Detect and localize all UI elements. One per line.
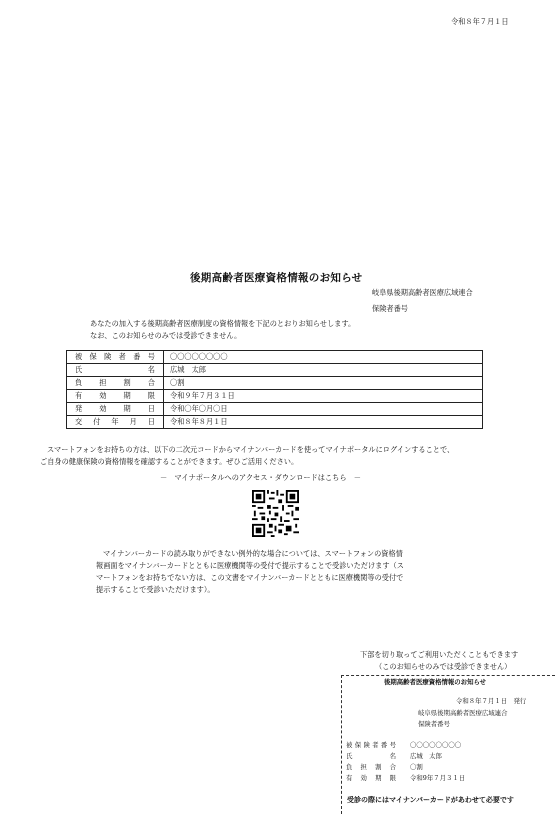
card-row-value: 〇〇〇〇〇〇〇〇 — [410, 741, 462, 749]
table-row — [67, 377, 483, 390]
exception-line-2: 報画面をマイナンバーカードとともに医療機関等の受付で提示することで受診いただけます（ス — [96, 561, 404, 570]
table-row — [67, 416, 483, 429]
insurer-number-label: 保険者番号 — [372, 304, 408, 313]
card-title: 後期高齢者医療資格情報のお知らせ — [384, 678, 487, 686]
card-issue-line: 令和８年７月１日 発行 — [456, 697, 527, 705]
issue-date: 令和８年７月１日 — [451, 17, 509, 26]
row-label: 氏名 — [67, 364, 164, 377]
row-value: 広城 太郎 — [164, 364, 483, 377]
card-row-value: 広城 太郎 — [410, 752, 442, 760]
card-row-label: 被保険者番号 — [346, 741, 396, 749]
card-row — [346, 764, 423, 770]
row-label: 負担割合 — [67, 377, 164, 390]
row-value: 令和〇年〇月〇日 — [164, 403, 483, 416]
cut-note-line-1: 下部を切り取ってご利用いただくこともできます — [360, 650, 519, 659]
card-footer: 受診の際にはマイナンバーカードがあわせて必要です — [347, 795, 514, 804]
table-row — [67, 351, 483, 364]
table-row — [67, 364, 483, 377]
portal-access-label: － マイナポータルへのアクセス・ダウンロードはこちら － — [160, 473, 361, 482]
smartphone-line-2: ご自身の健康保険の資格情報を確認することができます。ぜひご活用ください。 — [40, 457, 299, 466]
card-insurer-number-label: 保険者番号 — [418, 720, 450, 728]
intro-line-1: あなたの加入する後期高齢者医療制度の資格情報を下記のとおりお知らせします。 — [90, 319, 356, 328]
card-org: 岐阜県後期高齢者医療広域連合 — [418, 709, 508, 717]
row-label: 交付年月日 — [67, 416, 164, 429]
smartphone-line-1: スマートフォンをお持ちの方は、以下の二次元コードからマイナンバーカードを使ってマイナポータルにログインすることで、 — [47, 445, 455, 454]
card-row-label: 有効期限 — [346, 774, 396, 782]
exception-line-1: マイナンバーカードの読み取りができない例外的な場合については、スマートフォンの資格情 — [103, 549, 403, 558]
qr-code-icon[interactable] — [252, 490, 299, 537]
exception-line-4: 提示することで受診いただけます）。 — [96, 585, 215, 594]
row-value: 令和９年７月３１日 — [164, 390, 483, 403]
row-value: 令和８年８月１日 — [164, 416, 483, 429]
row-label: 有効期限 — [67, 390, 164, 403]
card-row-value: 令和9年７月３１日 — [410, 774, 466, 782]
issuer-org: 岐阜県後期高齢者医療広域連合 — [372, 288, 473, 297]
card-row-label: 負担割合 — [346, 763, 396, 771]
card-row — [346, 742, 461, 748]
row-label: 発効期日 — [67, 403, 164, 416]
card-row — [346, 753, 442, 759]
page-title: 後期高齢者医療資格情報のお知らせ — [190, 272, 363, 284]
row-value: 〇割 — [164, 377, 483, 390]
intro-line-2: なお、このお知らせのみでは受診できません。 — [90, 331, 242, 340]
table-row — [67, 403, 483, 416]
row-label: 被保険者番号 — [67, 351, 164, 364]
cut-note-line-2: （このお知らせのみでは受診できません） — [375, 662, 512, 671]
exception-line-3: マートフォンをお持ちでない方は、この文書をマイナンバーカードとともに医療機関等の受付で — [96, 573, 404, 582]
card-row-value: 〇割 — [410, 763, 423, 771]
card-row-label: 氏名 — [346, 752, 396, 760]
qualification-table — [66, 350, 483, 429]
table-row — [67, 390, 483, 403]
card-row — [346, 775, 465, 781]
row-value: 〇〇〇〇〇〇〇〇 — [164, 351, 483, 364]
